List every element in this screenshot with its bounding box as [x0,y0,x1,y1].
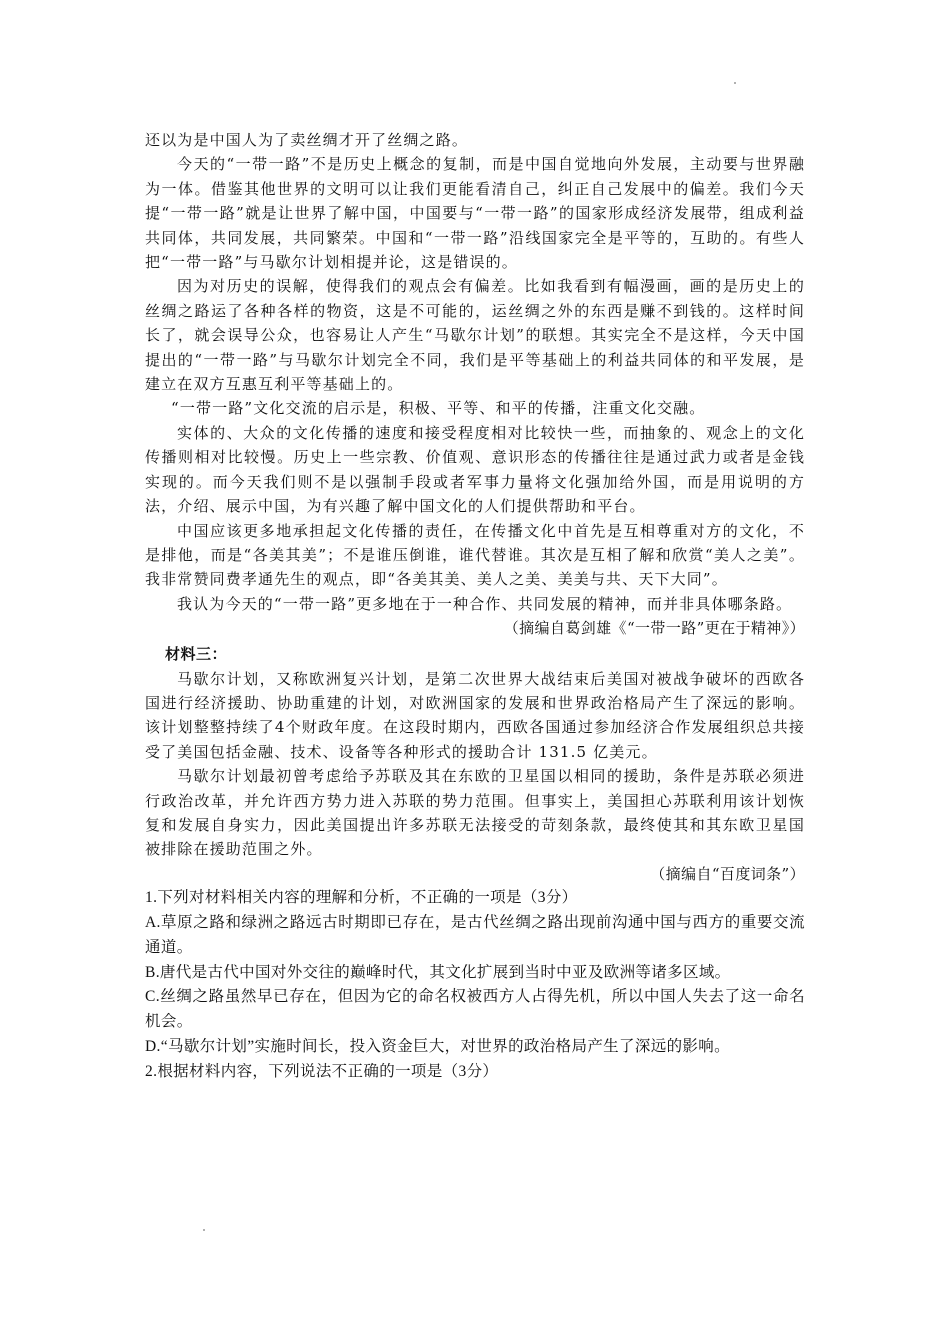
question-1-option-a: A.草原之路和绿洲之路远古时期即已存在，是古代丝绸之路出现前沟通中国与西方的重要交流通道。 [145,913,805,956]
document-body [145,128,805,1085]
material2-paragraph-5: 中国应该更多地承担起文化传播的责任，在传播文化中首先是互相尊重对方的文化，不是排他，而是“各美其美”；不是谁压倒谁，谁代替谁。其次是互相了解和欣赏“美人之美”。我非常赞同费孝通先生的观点，即“各美其美、美人之美、美美与共、天下大同”。 [145,521,805,589]
material3-source: （摘编自“百度词条”） [650,864,805,883]
material3-paragraph-1: 马歇尔计划，又称欧洲复兴计划，是第二次世界大战结束后美国对被战争破坏的西欧各国进行经济援助、协助重建的计划，对欧洲国家的发展和世界政治格局产生了深远的影响。该计划整整持续了4个财政年度。在这段时期内，西欧各国通过参加经济合作发展组织总共接受了美国包括金融、技术、设备等各种形式的援助合计 131.5 亿美元。 [145,669,805,761]
question-1-stem: 1.下列对材料相关内容的理解和分析，不正确的一项是（3分） [145,889,578,907]
scan-dot [734,82,736,84]
material3-heading: 材料三： [165,644,228,663]
material2-paragraph-1: 今天的“一带一路”不是历史上概念的复制，而是中国自觉地向外发展，主动要与世界融为一体。借鉴其他世界的文明可以让我们更能看清自己，纠正自己发展中的偏差。我们今天提“一带一路”就是让世界了解中国，中国要与“一带一路”的国家形成经济发展带，组成利益共同体，共同发展，共同繁荣。中国和“一带一路”沿线国家完全是平等的，互助的。有些人把“一带一路”与马歇尔计划相提并论，这是错误的。 [145,155,805,272]
paragraph-continued: 还以为是中国人为了卖丝绸才开了丝绸之路。 [145,131,469,149]
material2-paragraph-4: 实体的、大众的文化传播的速度和接受程度相对比较快一些，而抽象的、观念上的文化传播则相对比较慢。历史上一些宗教、价值观、意识形态的传播往往是通过武力或者是金钱实现的。而今天我们则不是以强制手段或者军事力量将文化强加给外国，而是用说明的方法，介绍、展示中国，为有兴趣了解中国文化的人们提供帮助和平台。 [145,423,805,516]
material2-source: （摘编自葛剑雄《“一带一路”更在于精神》） [503,619,805,638]
material3-paragraph-2: 马歇尔计划最初曾考虑给予苏联及其在东欧的卫星国以相同的援助，条件是苏联必须进行政治改革，并允许西方势力进入苏联的势力范围。但事实上，美国担心苏联利用该计划恢复和发展自身实力，因此美国提出许多苏联无法接受的苛刻条款，最终使其和其东欧卫星国被排除在援助范围之外。 [145,767,805,859]
question-2-stem: 2.根据材料内容，下列说法不正确的一项是（3分） [145,1062,499,1080]
question-1-option-d: D.“马歇尔计划”实施时间长，投入资金巨大，对世界的政治格局产生了深远的影响。 [145,1037,730,1055]
material2-paragraph-6: 我认为今天的“一带一路”更多地在于一种合作、共同发展的精神，而并非具体哪条路。 [177,594,793,613]
material2-paragraph-3: “一带一路”文化交流的启示是，积极、平等、和平的传播，注重文化交融。 [171,399,706,418]
scan-dot [203,1229,205,1231]
question-1-option-b: B.唐代是古代中国对外交往的巅峰时代，其文化扩展到当时中亚及欧洲等诸多区域。 [145,963,731,981]
material2-paragraph-2: 因为对历史的误解，使得我们的观点会有偏差。比如我看到有幅漫画，画的是历史上的丝绸之路运了各种各样的物资，这是不可能的，运丝绸之外的东西是赚不到钱的。这样时间长了，就会误导公众，也容易让人产生“马歇尔计划”的联想。其实完全不是这样，今天中国提出的“一带一路”与马歇尔计划完全不同，我们是平等基础上的利益共同体的和平发展，是建立在双方互惠互利平等基础上的。 [145,277,805,394]
question-1-option-c: C.丝绸之路虽然早已存在，但因为它的命名权被西方人占得先机，所以中国人失去了这一命名机会。 [145,988,805,1031]
